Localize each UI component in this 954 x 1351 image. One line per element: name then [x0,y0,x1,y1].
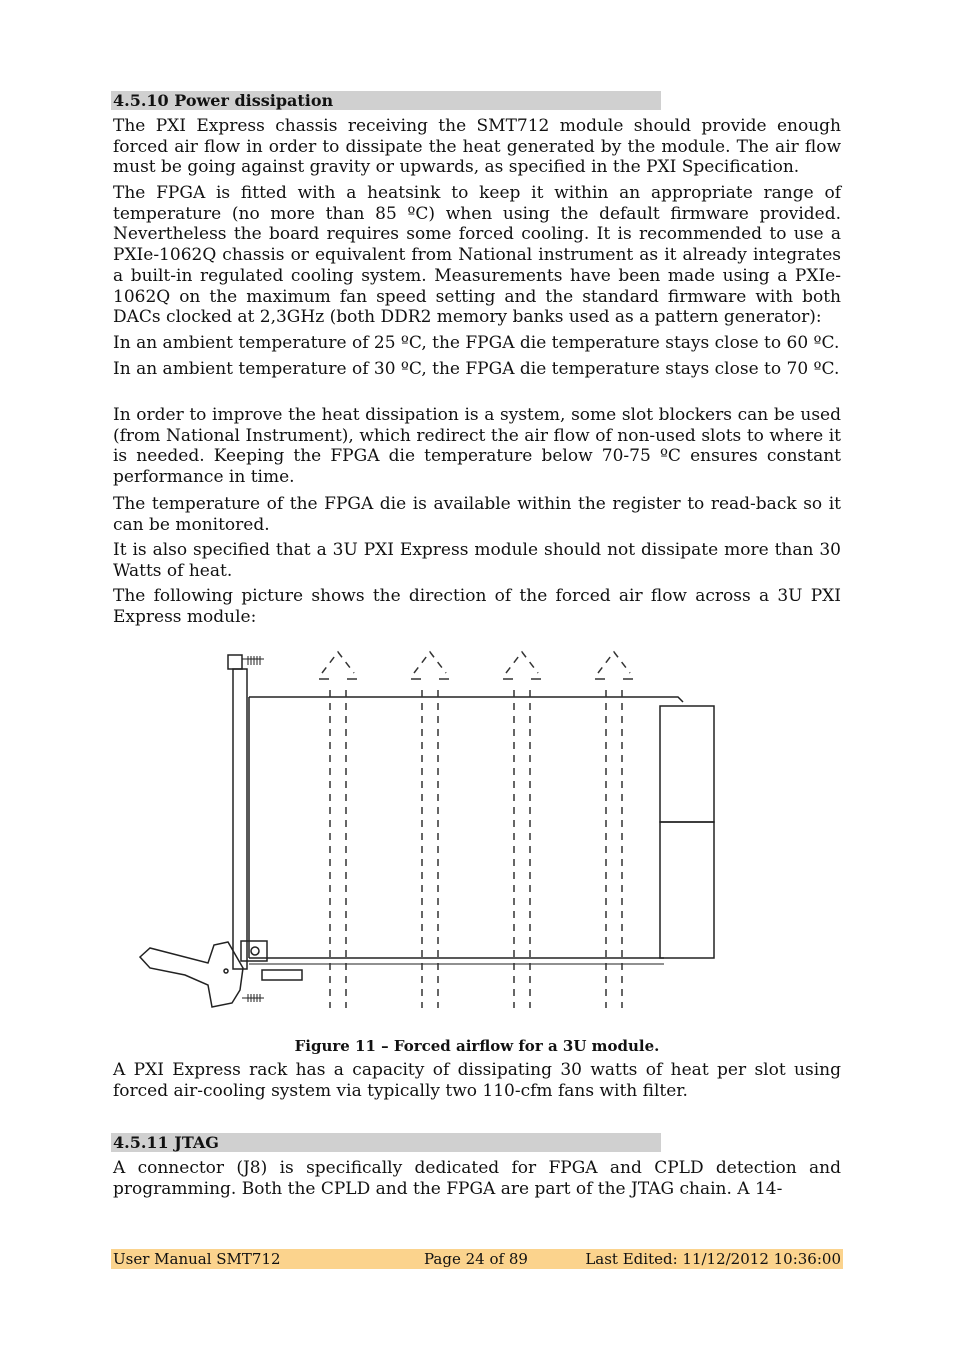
paragraph-power-3: In an ambient temperature of 25 ºC, the FPGA die temperature stays close to 60 ºC. [113,333,840,353]
paragraph-power-7: It is also specified that a 3U PXI Express module should not dissipate more than 30 Watts of heat. [113,540,841,581]
paragraph-power-2: The FPGA is fitted with a heatsink to keep it within an appropriate range of temperature (no more than 85 ºC) when using the default firmware provided. Nevertheless the board requires some forced cooling. It is recommended to use a PXIe-1062Q chassis or equivalent from National instrument as it already integrates a built-in regulated cooling system. Measurements have been made using a PXIe-1062Q on the maximum fan speed setting and the standard firmware with both DACs clocked at 2,3GHz (both DDR2 memory banks used as a pattern generator): [113,183,841,328]
section-heading-jtag: 4.5.11 JTAG [111,1133,661,1152]
airflow-arrow-4 [598,652,630,1008]
paragraph-power-6: The temperature of the FPGA die is available within the register to read-back so it can be monitored. [113,494,841,535]
figure-caption: Figure 11 – Forced airflow for a 3U module. [294,1037,660,1055]
airflow-arrow-2 [414,652,446,1008]
paragraph-power-5: In order to improve the heat dissipation is a system, some slot blockers can be used (from National Instrument), which redirect the air flow of non-used slots to where it is needed. Keeping the FPGA die temperature below 70-75 ºC ensures constant performance in time. [113,405,841,488]
paragraph-jtag-1: A connector (J8) is specifically dedicated for FPGA and CPLD detection and programming. Both the CPLD and the FPGA are part of the JTAG chain. A 14- [113,1158,841,1199]
section-heading-power: 4.5.10 Power dissipation [111,91,661,110]
footer-page-number: Page 24 of 89 [424,1250,528,1268]
paragraph-after-figure: A PXI Express rack has a capacity of dissipating 30 watts of heat per slot using forced air-cooling system via typically two 110-cfm fans with filter. [113,1060,841,1101]
page-footer [111,1249,843,1269]
paragraph-power-8: The following picture shows the direction of the forced air flow across a 3U PXI Express module: [113,586,841,627]
footer-document-title: User Manual SMT712 [113,1250,281,1268]
paragraph-power-1: The PXI Express chassis receiving the SMT712 module should provide enough forced air flow in order to dissipate the heat generated by the module. The air flow must be going against gravity or upwards, as specified in the PXI Specification. [113,116,841,178]
backplane-connector-upper [660,706,714,822]
module-board-outline [249,697,683,702]
airflow-arrow-3 [506,652,538,1008]
footer-last-edited: Last Edited: 11/12/2012 10:36:00 [585,1250,841,1268]
front-panel [233,669,247,969]
ejector-handle [140,942,243,1007]
backplane-connector-lower [660,822,714,958]
paragraph-power-4: In an ambient temperature of 30 ºC, the FPGA die temperature stays close to 70 ºC. [113,359,840,379]
airflow-arrow-1 [322,652,354,1008]
